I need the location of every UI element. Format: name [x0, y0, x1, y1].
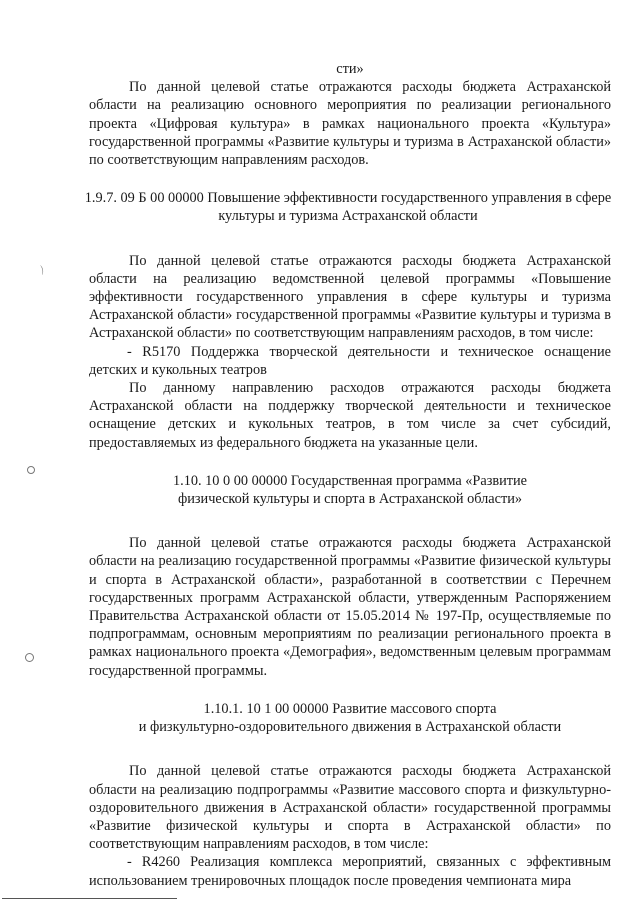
margin-scan-mark: ⌒	[30, 264, 44, 277]
section-heading: физической культуры и спорта в Астраханской области»	[177, 491, 523, 508]
paragraph: По данной целевой статье отражаются расходы бюджета Астраханской области на реализацию основного мероприятия по реализации регионального проекта «Цифровая культура» в рамках национального проекта «Культура» государственной программы «Развитие культуры и туризма в Астраханской области» по соответствующим направлениям расходов.	[89, 79, 611, 169]
section-heading: и физкультурно-оздоровительного движения в Астраханской области	[138, 719, 562, 736]
footnote-rule	[2, 898, 177, 899]
paragraph: По данной целевой статье отражаются расходы бюджета Астраханской области на реализацию подпрограммы «Развитие массового спорта и физкультурно-оздоровительного движения в Астраханской области» государственной программы «Развитие физической культуры и спорта в Астраханской области» по соответствующим направлениям расходов, в том числе:	[89, 763, 611, 853]
paragraph: - R5170 Поддержка творческой деятельности и техническое оснащение детских и кукольных театров	[89, 343, 611, 378]
paragraph: - R4260 Реализация комплекса мероприятий, связанных с эффективным использованием тренировочных площадок после проведения чемпионата мира	[89, 854, 611, 889]
section-heading: 1.10. 10 0 00 00000 Государственная программа «Развитие	[172, 472, 527, 489]
binder-hole-mark	[25, 653, 34, 662]
paragraph: По данной целевой статье отражаются расходы бюджета Астраханской области на реализацию государственной программы «Развитие физической культуры и спорта в Астраханской области», разработанной в соответствии с Перечнем государственных программ Астраханской области, утвержденным Распоряжением Правительства Астраханской области от 15.05.2014 № 197-Пр, осуществляемые по подпрограммам, основным мероприятиям по реализации регионального проекта в рамках национального проекта «Демография», ведомственным целевым программам государственной программы.	[89, 535, 611, 679]
document-page	[84, 60, 612, 890]
binder-hole-mark	[27, 466, 35, 474]
paragraph: По данному направлению расходов отражаются расходы бюджета Астраханской области на поддержку творческой деятельности и техническое оснащение детских и кукольных театров, в том числе за счет субсидий, предоставляемых из федерального бюджета на указанные цели.	[89, 380, 611, 451]
top-fragment: сти»	[336, 61, 364, 77]
paragraph: По данной целевой статье отражаются расходы бюджета Астраханской области на реализацию ведомственной целевой программы «Повышение эффективности государственного управления в сфере культуры и туризма Астраханской области» государственной программы «Развитие культуры и туризма в Астраханской области» по соответствующим направлениям расходов, в том числе:	[89, 252, 611, 342]
section-heading: 1.10.1. 10 1 00 00000 Развитие массового спорта	[203, 700, 497, 717]
section-heading: 1.9.7. 09 Б 00 00000 Повышение эффективности государственного управления в сфере культуры и туризма Астраханской области	[84, 190, 612, 225]
